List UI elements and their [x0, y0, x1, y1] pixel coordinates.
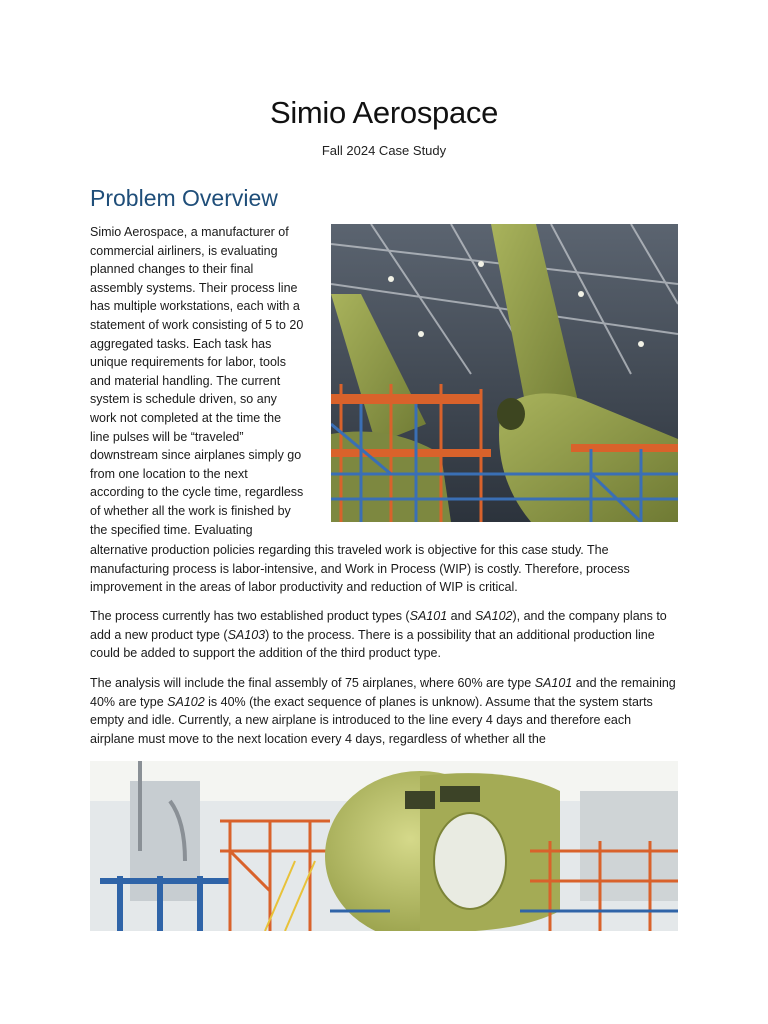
fuselage-assembly-photo — [90, 761, 678, 931]
text-line: the specified time. Evaluating — [90, 522, 253, 537]
text-line: work not completed at the time the — [90, 410, 282, 425]
text-line: from one location to the next — [90, 466, 248, 481]
analysis-paragraph — [90, 674, 678, 748]
product-code: SA102 — [167, 694, 205, 709]
fuselage-illustration — [90, 761, 678, 931]
hangar-illustration — [331, 224, 678, 522]
text-line: of whether all the work is finished by — [90, 503, 291, 518]
text-span: The analysis will include the final assembly of 75 airplanes, where 60% are type — [90, 676, 535, 690]
product-code: SA103 — [227, 627, 266, 642]
product-code: SA101 — [534, 676, 573, 690]
text-line: assembly systems. Their process line — [90, 280, 298, 295]
document-subtitle: Fall 2024 Case Study — [321, 143, 447, 158]
text-line: system is schedule driven, so any — [90, 392, 277, 407]
text-line: aggregated tasks. Each task has — [90, 336, 272, 351]
text-line: line pulses will be “traveled” — [90, 429, 244, 444]
product-code: SA101 — [409, 609, 448, 623]
text-line: Simio Aerospace, a manufacturer of — [90, 225, 289, 239]
assembly-hangar-photo — [331, 224, 678, 522]
section-heading: Problem Overview — [90, 185, 278, 211]
text-line: has multiple workstations, each with a — [90, 299, 300, 314]
text-line: according to the cycle time, regardless — [90, 485, 304, 500]
text-span: The process currently has two established product types ( — [90, 609, 410, 623]
product-code: SA102 — [474, 609, 513, 623]
document-title: Simio Aerospace — [269, 95, 499, 130]
text-span: ) to the process. There is a possibility that an additional production line could be added to support the addition of the third product type. — [90, 627, 655, 661]
text-span: ), and the company plans to add a new product type ( — [90, 609, 667, 642]
intro-continuation-text: alternative production policies regarding this traveled work is objective for this case study. The manufacturing process is labor-intensive, and Work in Process (WIP) is costly. Therefore, process improvement in the areas of labor productivity and reduction of WIP is critical. — [90, 543, 630, 595]
product-types-paragraph — [90, 607, 678, 663]
text-line: unique requirements for labor, tools — [90, 355, 286, 370]
intro-column-text — [90, 223, 322, 539]
text-line: and material handling. The current — [90, 373, 281, 388]
text-line: planned changes to their final — [90, 262, 254, 277]
text-line: commercial airliners, is evaluating — [90, 243, 278, 258]
text-span: is 40% (the exact sequence of planes is unknow). Assume that the system starts empty and idle. Currently, a new airplane is introduced to the line every 4 days and therefore each airplane must move to the next location every 4 days, regardless of whether all the — [90, 694, 653, 746]
text-span: and — [447, 609, 475, 623]
text-line: statement of work consisting of 5 to 20 — [90, 317, 304, 332]
text-line: downstream since airplanes simply go — [90, 448, 302, 463]
text-span: and the remaining 40% are type — [90, 676, 676, 709]
